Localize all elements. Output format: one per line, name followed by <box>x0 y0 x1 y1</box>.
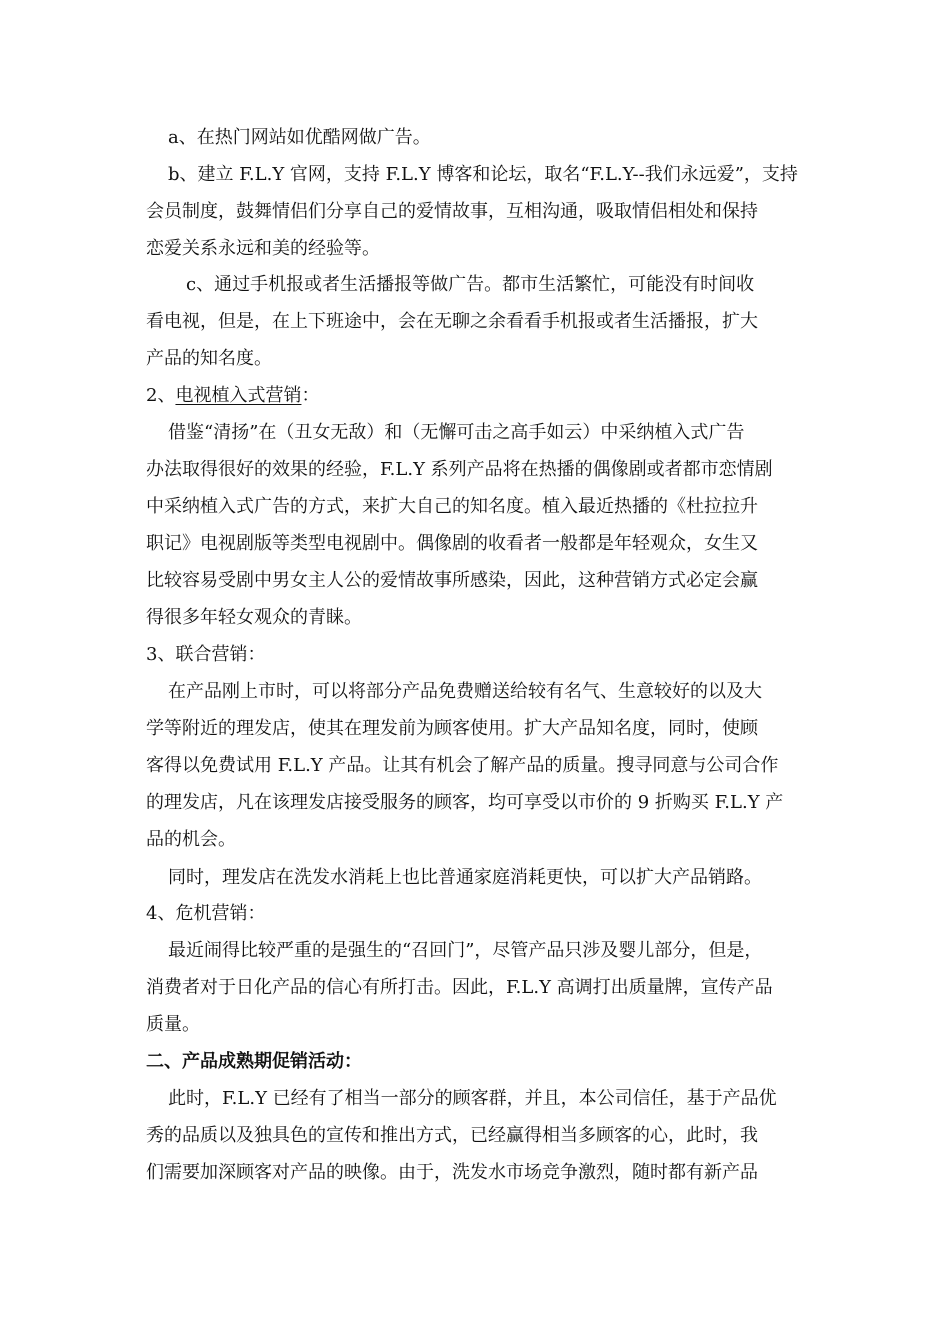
line-24: 消费者对于日化产品的信心有所打击。因此，F.L.Y 高调打出质量牌，宣传产品 <box>146 977 773 998</box>
heading-2-title: 电视植入式营销 <box>175 385 302 406</box>
line-12: 职记》电视剧版等类型电视剧中。偶像剧的收看者一般都是年轻观众，女生又 <box>146 533 758 554</box>
line-11: 中采纳植入式广告的方式，来扩大自己的知名度。植入最近热播的《杜拉拉升 <box>146 496 758 517</box>
line-20: 品的机会。 <box>146 829 236 850</box>
line-27: 此时，F.L.Y 已经有了相当一部分的顾客群，并且，本公司信任，基于产品优 <box>168 1088 777 1109</box>
line-28: 秀的品质以及独具色的宣传和推出方式，已经赢得相当多顾客的心，此时，我 <box>146 1125 758 1146</box>
line-10: 办法取得很好的效果的经验，F.L.Y 系列产品将在热播的偶像剧或者都市恋情剧 <box>146 459 773 480</box>
section-heading-2: 二、产品成熟期促销活动： <box>146 1051 362 1072</box>
line-14: 得很多年轻女观众的青睐。 <box>146 607 362 628</box>
line-23: 最近闹得比较严重的是强生的“召回门”，尽管产品只涉及婴儿部分，但是， <box>168 940 763 961</box>
line-19: 的理发店，凡在该理发店接受服务的顾客，均可享受以市价的 9 折购买 F.L.Y 产 <box>146 792 784 813</box>
line-3: 会员制度，鼓舞情侣们分享自己的爱情故事，互相沟通，吸取情侣相处和保持 <box>146 201 758 222</box>
heading-4: 4、危机营销： <box>146 903 266 924</box>
line-25: 质量。 <box>146 1014 200 1035</box>
line-18: 客得以免费试用 F.L.Y 产品。让其有机会了解产品的质量。搜寻同意与公司合作 <box>146 755 779 776</box>
line-4: 恋爱关系永远和美的经验等。 <box>146 238 380 259</box>
line-16: 在产品刚上市时，可以将部分产品免费赠送给较有名气、生意较好的以及大 <box>168 681 762 702</box>
line-1: a、在热门网站如优酷网做广告。 <box>168 127 431 148</box>
line-2: b、建立 F.L.Y 官网，支持 F.L.Y 博客和论坛，取名“F.L.Y--我们永远爱”，支持 <box>168 164 798 185</box>
heading-3: 3、联合营销： <box>146 644 266 665</box>
line-6: 看电视，但是，在上下班途中，会在无聊之余看看手机报或者生活播报，扩大 <box>146 311 758 332</box>
line-17: 学等附近的理发店，使其在理发前为顾客使用。扩大产品知名度，同时，使顾 <box>146 718 758 739</box>
heading-2-colon: ： <box>301 385 320 406</box>
line-5: c、通过手机报或者生活播报等做广告。都市生活繁忙，可能没有时间收 <box>186 274 755 295</box>
line-21: 同时，理发店在洗发水消耗上也比普通家庭消耗更快，可以扩大产品销路。 <box>168 867 762 888</box>
heading-2 <box>146 384 319 408</box>
line-29: 们需要加深顾客对产品的映像。由于，洗发水市场竞争激烈，随时都有新产品 <box>146 1162 758 1183</box>
line-7: 产品的知名度。 <box>146 348 272 369</box>
heading-2-number: 2、 <box>146 385 176 406</box>
line-13: 比较容易受剧中男女主人公的爱情故事所感染，因此，这种营销方式必定会赢 <box>146 570 758 591</box>
line-9: 借鉴“清扬”在（丑女无敌）和（无懈可击之高手如云）中采纳植入式广告 <box>168 422 745 443</box>
